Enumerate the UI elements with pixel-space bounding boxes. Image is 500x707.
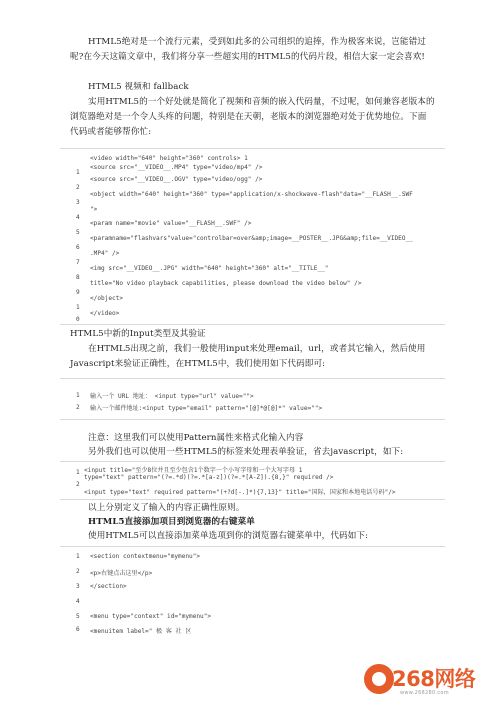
code-line: </section> [90, 583, 127, 590]
contextmenu-paragraph: 使用HTML5可以直接添加菜单选项到你的浏览器右键菜单中，代码如下: [88, 531, 369, 541]
line-number: 0 [76, 316, 80, 323]
line-number: 5 [76, 229, 80, 236]
line-number: 1 [76, 469, 80, 476]
line-number: 2 [76, 404, 80, 411]
code-line: <paramname="flashvars"value="controlbar=over&amp;image=__POSTER__.JPG&amp;file=__VIDEO__ [90, 235, 413, 242]
code-line: <menuitem label=" 极 客 社 区 [90, 628, 192, 635]
code-line: <param name="movie" value="__FLASH__.SWF" /> [90, 220, 252, 227]
code-block-bottom-border [60, 324, 445, 325]
line-number: 2 [76, 184, 80, 191]
line-number: 4 [76, 214, 80, 221]
intro-paragraph: HTML5绝对是一个流行元素，受到如此多的公司组织的追捧，作为极客来说，岂能错过呢?在今天这篇文章中，我们将分享一些超实用的HTML5的代码片段，相信大家一定会喜欢! [70, 37, 426, 62]
code-line: <menu type="context" id="mymenu"> [90, 613, 212, 620]
code-line: <img src="__VIDEO__.JPG" width="640" height="360" alt="__TITLE__" [90, 265, 329, 272]
code-line: <input type="text" required pattern="(+?d[-.]*){7,13}" title="国际，国家和本地电话号码"/> [84, 489, 396, 496]
line-number: 8 [76, 274, 80, 281]
code-block-bottom-border [60, 499, 445, 500]
code-line: title="No video playback capabilities, please download the video below" /> [90, 280, 362, 287]
section-heading-video: HTML5 视频和 fallback [88, 82, 189, 92]
code-line: "> [90, 206, 98, 213]
line-number: 1 [76, 392, 80, 399]
code-block-bottom-border [60, 419, 445, 420]
watermark-brand: 268网络 [392, 667, 476, 691]
code-line: <input title="至少8位并且至少包含1个数字一个小写字母和一个大写字母 1 [84, 467, 303, 474]
line-number: 6 [76, 626, 80, 633]
logo-circle-icon [364, 664, 394, 694]
line-number: 2 [76, 481, 80, 488]
code-block-top-border [60, 546, 445, 547]
line-number: 1 [76, 553, 80, 560]
code-line: .MP4" /> [90, 250, 120, 257]
code-line: <p>右键点击这里</p> [90, 570, 153, 577]
code-line: </object> [90, 295, 124, 302]
principle-paragraph: 以上分别定义了输入的内容正确性原则。 [88, 503, 245, 513]
code-line: <section contextmenu="mymenu"> [90, 553, 201, 560]
pattern-note: 注意：这里我们可以使用Pattern属性来格式化输入内容 [88, 433, 304, 443]
code-line: type="text" pattern="(?=.*d)(?=.*[a-z])(?=.*[A-Z]).{8,}" required /> [84, 474, 334, 481]
watermark-url: www.268280.com [400, 690, 449, 696]
code-line: 输入一个邮件地址:<input type="email" pattern="[@]*@[@]*" value=""> [90, 405, 323, 412]
watermark-logo [364, 661, 492, 701]
code-block-top-border [60, 148, 445, 149]
line-number: 1 [76, 304, 80, 311]
code-line: <source src="__VIDEO__.MP4" type="video/mp4" /> [90, 164, 263, 171]
section-heading-contextmenu: HTML5直接添加项目到浏览器的右键菜单 [88, 517, 255, 527]
code-line: 输入一个 URL 地址： <input type="url" value=""> [90, 393, 254, 400]
code-line: <video width="640" height="360" controls> 1 [90, 155, 248, 162]
line-number: 3 [76, 583, 80, 590]
line-number: 7 [76, 259, 80, 266]
line-number: 4 [76, 598, 80, 605]
line-number: 2 [76, 568, 80, 575]
section-heading-input: HTML5中新的Input类型及其验证 [70, 329, 206, 339]
line-number: 9 [76, 289, 80, 296]
code-line: </video> [90, 310, 120, 317]
code-block-top-border [60, 461, 445, 462]
line-number: 5 [76, 613, 80, 620]
input-paragraph: 在HTML5出现之前，我们一般使用input来处理email，url，或者其它输入，然后使用Javascript来验证正确性，在HTML5中，我们使用如下代码即可: [70, 344, 426, 369]
code-line: <source src="__VIDEO__.OGV" type="video/ogg" /> [90, 176, 263, 183]
code-block-top-border [60, 378, 445, 379]
video-paragraph: 实用HTML5的一个好处就是简化了视频和音频的嵌入代码量，不过呢，如何兼容老版本的浏览器绝对是一个令人头疼的问题，特别是在天朝，老版本的浏览器绝对处于优势地位。下面代码或者能够帮你忙: [70, 97, 435, 137]
validation-paragraph: 另外我们也可以使用一些HTML5的标签来处理表单验证，省去javascript，如下: [88, 447, 404, 457]
line-number: 6 [76, 244, 80, 251]
line-number: 3 [76, 199, 80, 206]
line-number: 1 [76, 169, 80, 176]
code-line: <object width="640" height="360" type="application/x-shockwave-flash"data="__FLASH__.SWF [90, 191, 413, 198]
